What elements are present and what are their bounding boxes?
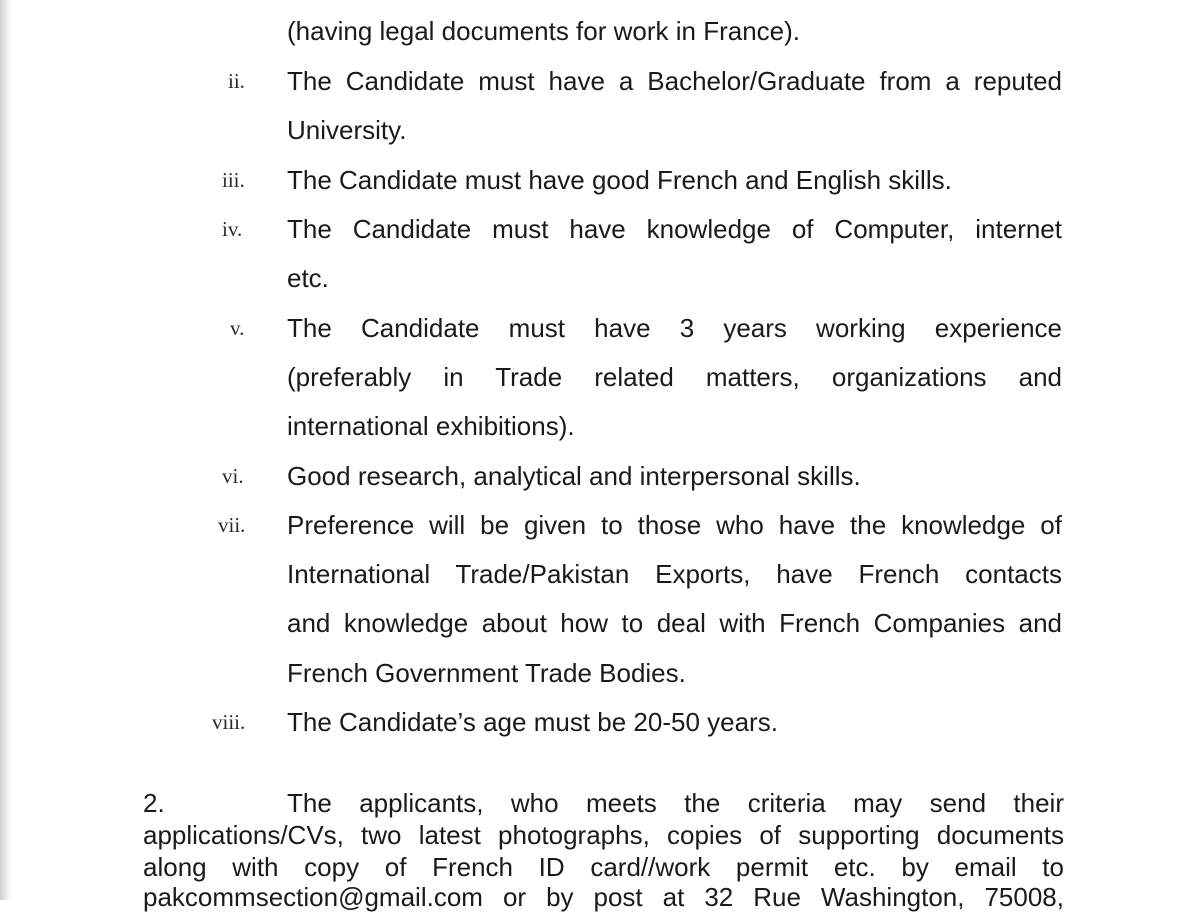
item-viii-numeral: viii. [212, 710, 246, 734]
item-v-numeral: v. [230, 316, 245, 340]
item-vi-line-1: Good research, analytical and interpersonal skills. [287, 461, 861, 491]
item-vii-numeral: vii. [218, 513, 246, 537]
paragraph-2-line-1: The applicants, who meets the criteria may send their [287, 788, 1064, 818]
item-ii-line-2: University. [287, 115, 407, 145]
item-vi-numeral: vi. [222, 464, 244, 488]
paragraph-2-line-3: along with copy of French ID card//work permit etc. by email to [143, 852, 1064, 882]
postal-address-text: or by post at 32 Rue Washington, 75008, [502, 882, 1064, 912]
item-vii-line-2: International Trade/Pakistan Exports, have French contacts [287, 559, 1062, 589]
item-iv-line-2: etc. [287, 263, 329, 293]
item-ii-numeral: ii. [228, 69, 245, 93]
paragraph-2-line-2: applications/CVs, two latest photographs, copies of supporting documents [143, 820, 1064, 850]
item-iv-numeral: iv. [222, 217, 243, 241]
item-i-line-1: (having legal documents for work in France). [287, 16, 801, 46]
item-iii-numeral: iii. [222, 168, 245, 192]
paragraph-2-line-4 [143, 882, 1064, 912]
contact-email: pakcommsection@gmail.com [143, 882, 483, 912]
item-iii-line-1: The Candidate must have good French and English skills. [287, 165, 952, 195]
item-viii-line-1: The Candidate’s age must be 20-50 years. [287, 707, 778, 737]
item-v-line-3: international exhibitions). [287, 411, 575, 441]
item-vii-line-4: French Government Trade Bodies. [287, 658, 686, 688]
item-v-line-2: (preferably in Trade related matters, organizations and [287, 362, 1062, 392]
item-vii-line-1: Preference will be given to those who have the knowledge of [287, 510, 1062, 540]
item-vii-line-3: and knowledge about how to deal with French Companies and [287, 608, 1062, 638]
item-v-line-1: The Candidate must have 3 years working experience [287, 313, 1062, 343]
item-ii-line-1: The Candidate must have a Bachelor/Graduate from a reputed [287, 66, 1062, 96]
item-iv-line-1: The Candidate must have knowledge of Computer, internet [287, 214, 1062, 244]
paragraph-2-number: 2. [143, 788, 165, 818]
